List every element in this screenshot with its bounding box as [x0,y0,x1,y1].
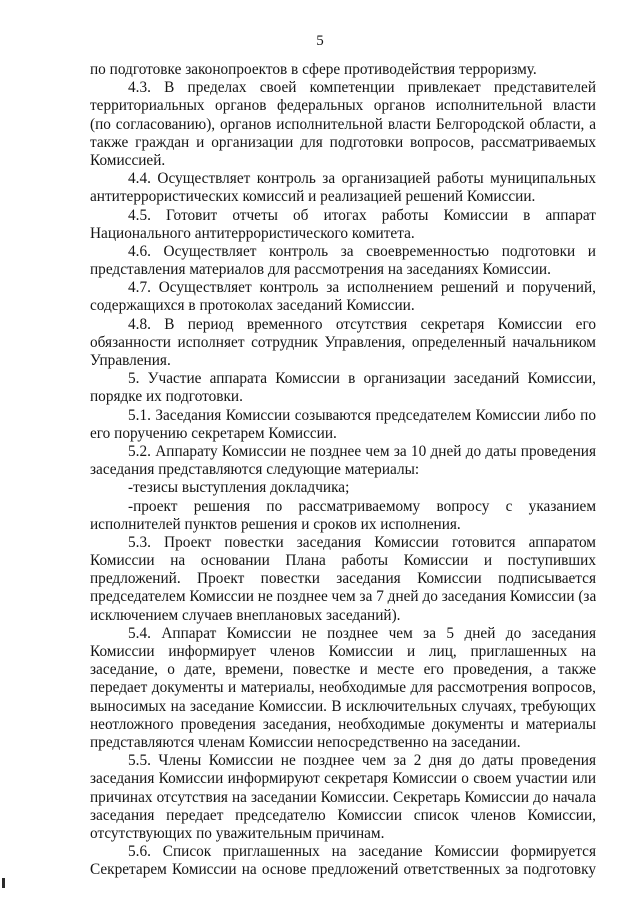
document-body [90,61,596,879]
text-line: представления материалов для рассмотрения на заседаниях Комиссии. [90,261,551,279]
text-line: Комиссией. [90,151,166,169]
text-line: 4.8. В период временного отсутствия секретаря Комиссии его [128,315,596,333]
text-line: 4.7. Осуществляет контроль за исполнением решений и поручений, [128,279,596,297]
text-line: -проект решения по рассматриваемому вопросу с указанием [128,497,596,515]
text-line: 4.4. Осуществляет контроль за организацией работы муниципальных [128,170,596,188]
text-line: выносимых на заседание Комиссии. В исключительных случаях, требующих [90,697,596,715]
text-line: -тезисы выступления докладчика; [128,479,350,497]
text-line: порядке их подготовки. [90,388,243,406]
text-line: исполнителей пунктов решения и сроков их исполнения. [90,515,461,533]
text-line: Национального антитеррористического комитета. [90,224,415,242]
text-line: (по согласованию), органов исполнительной власти Белгородской области, а [90,115,596,133]
text-line: 5. Участие аппарата Комиссии в организации заседаний Комиссии, [128,370,596,388]
text-line: 4.6. Осуществляет контроль за своевременностью подготовки и [128,242,596,260]
text-line: 5.5. Члены Комиссии не позднее чем за 2 дня до даты проведения [128,752,596,770]
page-number: 5 [316,33,324,49]
text-line: Комиссии на основании Плана работы Комиссии и поступивших [90,552,596,570]
text-line: предложений. Проект повестки заседания Комиссии подписывается [90,570,596,588]
text-line: заседания Комиссии информируют секретаря Комиссии о своем участии или [90,770,596,788]
text-line: 5.6. Список приглашенных на заседание Комиссии формируется [128,843,596,861]
text-line: его поручению секретарем Комиссии. [90,424,337,442]
text-line: Комиссии информирует членов Комиссии и лиц, приглашенных на [90,643,596,660]
text-line: заседания представляются следующие материалы: [90,461,420,479]
text-line: антитеррористических комиссий и реализацией решений Комиссии. [90,188,536,206]
text-line: исключением случаев внеплановых заседаний). [90,606,401,624]
text-line: по подготовке законопроектов в сфере противодействия терроризму. [90,61,537,78]
text-line: заседание, о дате, времени, повестке и месте его проведения, а также [90,661,596,679]
text-line: 4.3. В пределах своей компетенции привлекает представителей [128,79,596,97]
text-line: содержащихся в протоколах заседаний Комиссии. [90,297,415,315]
text-line: также граждан и организации для подготовки вопросов, рассматриваемых [90,133,596,151]
text-line: председателем Комиссии не позднее чем за 7 дней до заседания Комиссии (за [90,588,596,606]
text-line: 5.4. Аппарат Комиссии не позднее чем за 5 дней до заседания [128,624,596,642]
text-line: Управления. [90,352,171,369]
text-line: отсутствующих по уважительным причинам. [90,824,385,842]
text-line: причинах отсутствия на заседании Комиссии. Секретарь Комиссии до начала [90,788,596,806]
text-line: 5.3. Проект повестки заседания Комиссии готовится аппаратом [128,533,596,551]
text-line: передает документы и материалы, необходимые для рассмотрения вопросов, [90,679,596,697]
text-line: неотложного проведения заседания, необходимые документы и материалы [90,715,596,733]
text-line: 4.5. Готовит отчеты об итогах работы Комиссии в аппарат [128,206,596,224]
scan-artifact [2,878,5,888]
text-line: заседания передает председателю Комиссии список членов Комиссии, [90,806,596,824]
text-line: представляются членам Комиссии непосредственно на заседании. [90,733,521,751]
text-line: 5.1. Заседания Комиссии созываются председателем Комиссии либо по [128,406,596,424]
text-line: обязанности исполняет сотрудник Управления, определенный начальником [90,333,596,351]
text-line: 5.2. Аппарату Комиссии не позднее чем за 10 дней до даты проведения [128,442,596,460]
text-line: территориальных органов федеральных органов исполнительной власти [90,97,596,115]
text-line: Секретарем Комиссии на основе предложений ответственных за подготовку [90,861,596,879]
